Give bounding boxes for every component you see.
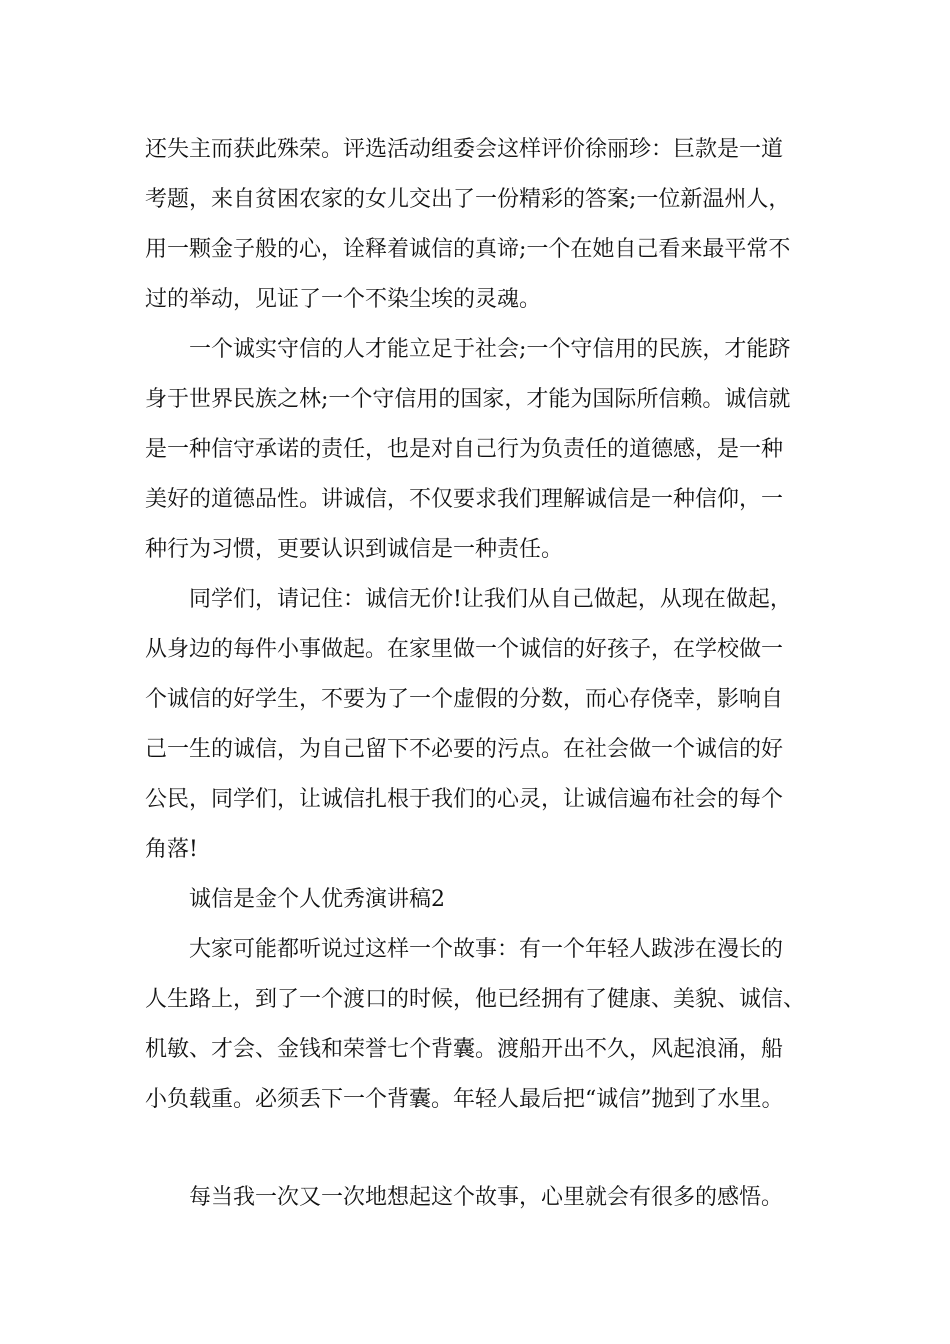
paragraph-line: 从身边的每件小事做起。在家里做一个诚信的好孩子，在学校做一	[145, 637, 784, 662]
paragraph-line: 身于世界民族之林;一个守信用的国家，才能为国际所信赖。诚信就	[145, 387, 791, 412]
paragraph-4	[145, 925, 815, 1125]
paragraph-line: 小负载重。必须丢下一个背囊。年轻人最后把“诚信”抛到了水里。	[145, 1087, 784, 1112]
paragraph-line: 是一种信守承诺的责任，也是对自己行为负责任的道德感，是一种	[145, 437, 784, 462]
paragraph-line: 人生路上，到了一个渡口的时候，他已经拥有了健康、美貌、诚信、	[145, 987, 806, 1012]
paragraph-line: 还失主而获此殊荣。评选活动组委会这样评价徐丽珍：巨款是一道	[145, 137, 784, 162]
paragraph-2	[145, 325, 815, 575]
paragraph-line: 种行为习惯，更要认识到诚信是一种责任。	[145, 537, 564, 562]
paragraph-5	[145, 1173, 815, 1223]
section-heading-block	[145, 875, 815, 925]
paragraph-line: 角落!	[145, 837, 198, 862]
paragraph-3	[145, 575, 815, 875]
paragraph-line: 公民，同学们，让诚信扎根于我们的心灵，让诚信遍布社会的每个	[145, 787, 784, 812]
section-heading: 诚信是金个人优秀演讲稿2	[189, 887, 445, 912]
paragraph-line: 每当我一次又一次地想起这个故事，心里就会有很多的感悟。	[189, 1185, 784, 1210]
paragraph-line: 过的举动，见证了一个不染尘埃的灵魂。	[145, 287, 542, 312]
paragraph-line: 用一颗金子般的心，诠释着诚信的真谛;一个在她自己看来最平常不	[145, 237, 791, 262]
paragraph-line: 美好的道德品性。讲诚信，不仅要求我们理解诚信是一种信仰，一	[145, 487, 784, 512]
paragraph-line: 同学们，请记住：诚信无价!让我们从自己做起，从现在做起，	[189, 587, 792, 612]
paragraph-line: 一个诚实守信的人才能立足于社会;一个守信用的民族，才能跻	[189, 337, 791, 362]
paragraph-line: 大家可能都听说过这样一个故事：有一个年轻人跋涉在漫长的	[189, 937, 784, 962]
paragraph-line: 个诚信的好学生，不要为了一个虚假的分数，而心存侥幸，影响自	[145, 687, 784, 712]
paragraph-line: 考题，来自贫困农家的女儿交出了一份精彩的答案;一位新温州人，	[145, 187, 791, 212]
paragraph-line: 己一生的诚信，为自己留下不必要的污点。在社会做一个诚信的好	[145, 737, 784, 762]
paragraph-1	[145, 125, 815, 325]
paragraph-line: 机敏、才会、金钱和荣誉七个背囊。渡船开出不久，风起浪涌，船	[145, 1037, 784, 1062]
